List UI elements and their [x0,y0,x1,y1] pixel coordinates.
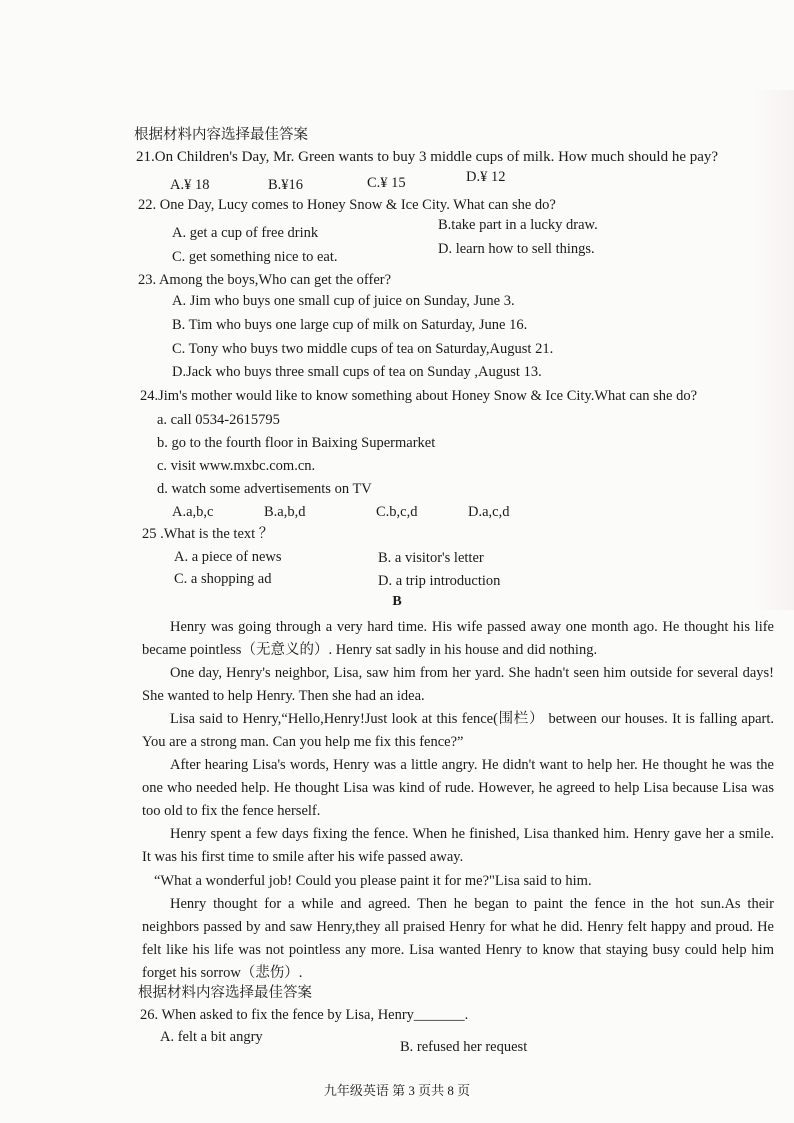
option: C.b,c,d [376,504,418,520]
option: A. Jim who buys one small cup of juice on Sunday, June 3. [172,293,515,309]
question-25-stem: 25 .What is the text ？ [142,526,274,542]
passage-paragraph: One day, Henry's neighbor, Lisa, saw him from her yard. She hadn't seen him outside for several days! She wanted to help Henry. Then she had an idea. [142,665,774,704]
passage-paragraph: Henry was going through a very hard time. His wife passed away one month ago. He thought his life became pointless（无意义的）. Henry sat sadly in his house and did nothing. [142,619,774,658]
question-21-stem: 21.On Children's Day, Mr. Green wants to buy 3 middle cups of milk. How much should he pay? [136,149,719,165]
option: D. a trip introduction [378,573,501,589]
item: a. call 0534-2615795 [157,412,280,428]
question-26-stem: 26. When asked to fix the fence by Lisa, Henry_______. [140,1007,469,1023]
question-23-stem: 23. Among the boys,Who can get the offer? [138,272,392,288]
option: B.¥16 [268,177,304,193]
option: A.a,b,c [172,504,214,520]
passage-paragraph: Henry thought for a while and agreed. Then he began to paint the fence in the hot sun.As their neighbors passed by and saw Henry,they all praised Henry for what he did. Henry felt happy and proud. He felt like his life was not pointless any more. Lisa wanted Henry to know that staying busy could help him forget his sorrow（悲伤）. [142,896,774,981]
section-title: 根据材料内容选择最佳答案 [134,127,308,143]
option: C. get something nice to eat. [172,249,338,265]
passage-heading: B [392,594,402,609]
option: B.a,b,d [264,504,306,520]
item: b. go to the fourth floor in Baixing Supermarket [157,435,436,451]
option: D.Jack who buys three small cups of tea on Sunday ,August 13. [172,364,542,380]
option: A. a piece of news [174,549,282,565]
page-footer: 九年级英语 第 3 页共 8 页 [323,1083,471,1098]
option: C.¥ 15 [367,175,406,191]
passage-paragraph: After hearing Lisa's words, Henry was a little angry. He didn't want to help her. He thought he was the one who needed help. He thought Lisa was kind of rude. However, he agreed to help Lisa because Lisa was too old to fix the fence herself. [142,757,774,819]
option: D.a,c,d [468,504,510,520]
option: A. felt a bit angry [160,1029,263,1045]
option: B. a visitor's letter [378,550,484,566]
option: B. Tim who buys one large cup of milk on Saturday, June 16. [172,317,528,333]
passage-paragraph: Henry spent a few days fixing the fence. When he finished, Lisa thanked him. Henry gave her a smile. It was his first time to smile after his wife passed away. [142,826,774,865]
item: d. watch some advertisements on TV [157,481,372,497]
option: A. get a cup of free drink [172,225,319,241]
question-24-stem: 24.Jim's mother would like to know something about Honey Snow & Ice City.What can she do? [140,388,698,404]
option: D. learn how to sell things. [438,241,595,257]
option: D.¥ 12 [466,169,506,185]
option: A.¥ 18 [170,177,210,193]
option: C. Tony who buys two middle cups of tea on Saturday,August 21. [172,341,554,357]
passage-paragraph: Lisa said to Henry,“Hello,Henry!Just look at this fence(围栏） between our houses. It is falling apart. You are a strong man. Can you help me fix this fence?” [142,711,774,750]
item: c. visit www.mxbc.com.cn. [157,458,316,474]
option: C. a shopping ad [174,571,272,587]
question-22-stem: 22. One Day, Lucy comes to Honey Snow & Ice City. What can she do? [138,197,556,213]
option: B.take part in a lucky draw. [438,217,598,233]
option: B. refused her request [400,1039,528,1055]
passage-paragraph: “What a wonderful job! Could you please paint it for me?"Lisa said to him. [154,873,592,889]
section-title: 根据材料内容选择最佳答案 [138,985,312,1001]
scan-smudge [754,90,794,610]
